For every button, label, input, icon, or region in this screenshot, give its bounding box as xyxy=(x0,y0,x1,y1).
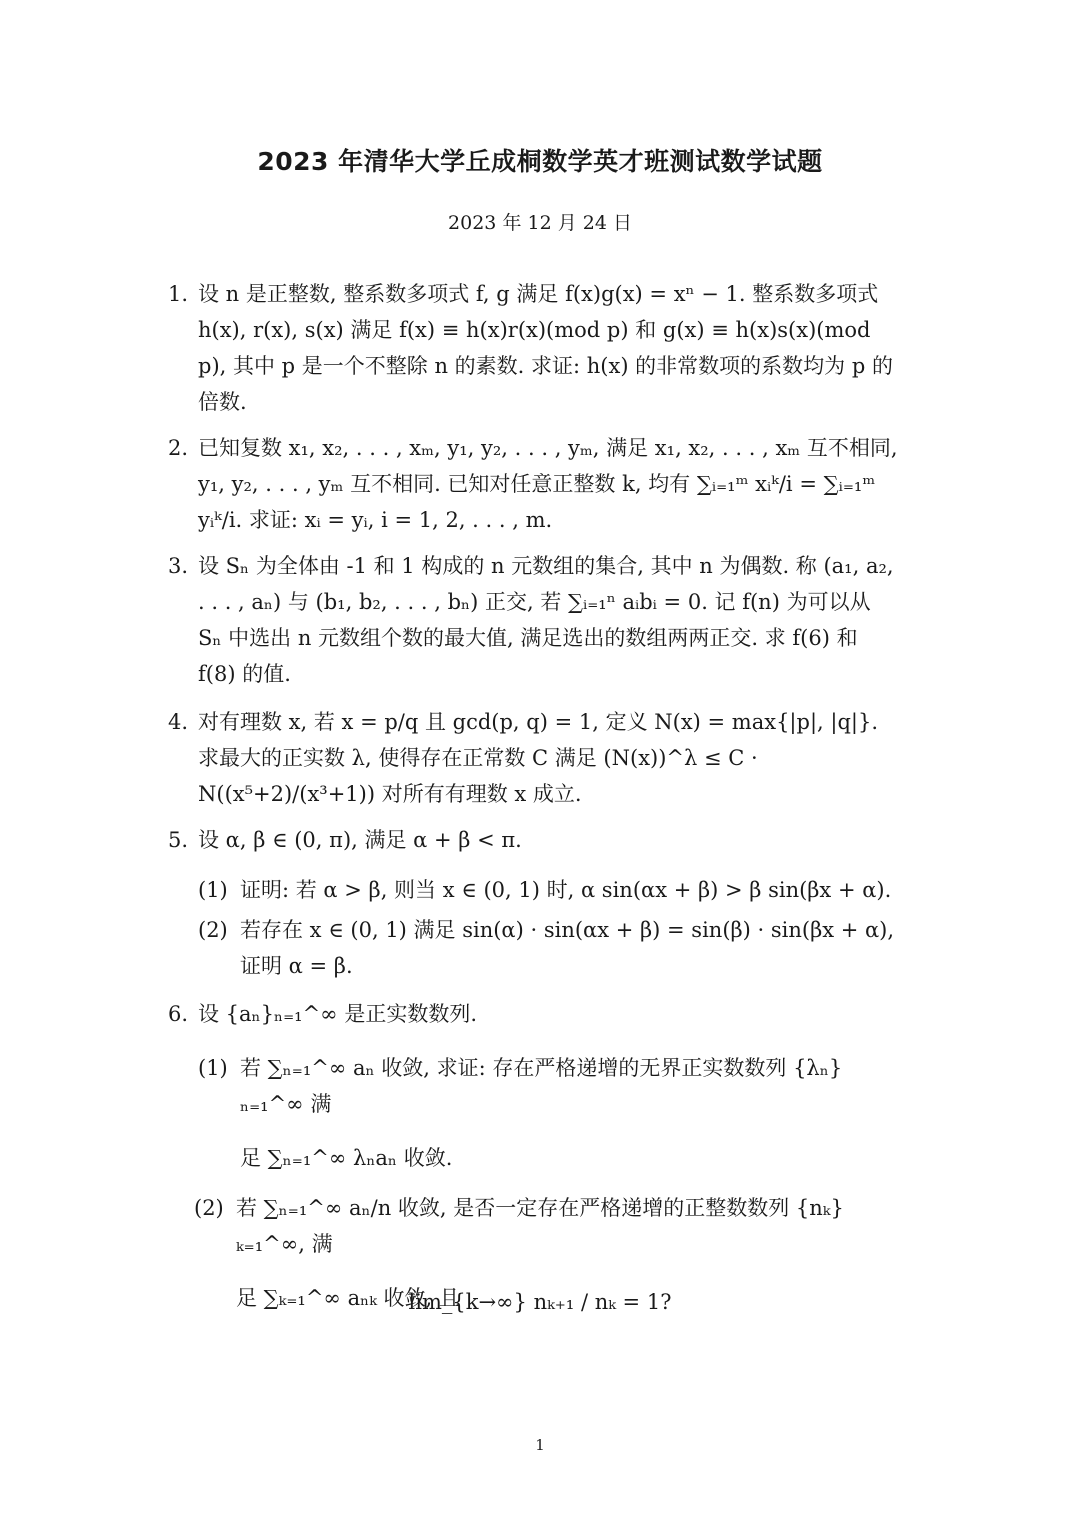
subpart-text: 若存在 x ∈ (0, 1) 满足 sin(α) · sin(αx + β) = sin(β) · sin(βx + α), 证明 α = β. xyxy=(240,918,895,978)
problem-number: 1. xyxy=(168,282,189,306)
problem-2 xyxy=(168,430,898,538)
limit-formula: lim_{k→∞} nₖ₊₁ / nₖ = 1? xyxy=(408,1290,672,1314)
subpart-text-line2: 足 ∑ₖ₌₁^∞ aₙₖ 收敛, 且 xyxy=(236,1286,460,1310)
subpart-text: 证明: 若 α > β, 则当 x ∈ (0, 1) 时, α sin(αx + β) > β sin(βx + α). xyxy=(240,878,892,902)
subpart-5-1 xyxy=(198,872,898,908)
subpart-6-1 xyxy=(198,1050,898,1176)
problem-text: 设 α, β ∈ (0, π), 满足 α + β < π. xyxy=(198,828,522,852)
subpart-number: (1) xyxy=(198,878,228,902)
problem-number: 6. xyxy=(168,1002,189,1026)
problem-1 xyxy=(168,276,898,420)
subpart-number: (2) xyxy=(194,1196,224,1220)
subpart-text-line1: 若 ∑ₙ₌₁^∞ aₙ/n 收敛, 是否一定存在严格递增的正整数数列 {nₖ}ₖ₌₁^∞, 满 xyxy=(236,1196,844,1256)
problem-number: 4. xyxy=(168,710,189,734)
page-number: 1 xyxy=(535,1436,545,1454)
problem-number: 5. xyxy=(168,828,189,852)
problem-6 xyxy=(168,996,898,1032)
page-date: 2023 年 12 月 24 日 xyxy=(448,212,632,234)
problem-4 xyxy=(168,704,898,812)
problem-text: 设 n 是正整数, 整系数多项式 f, g 满足 f(x)g(x) = xⁿ − 1. 整系数多项式 h(x), r(x), s(x) 满足 f(x) ≡ h(x)r(x)(mod p) 和 g(x) ≡ h(x)s(x)(mod p), 其中 p 是一个不整除 n 的素数. 求证: h(x) 的非常数项的系数均为 p 的倍数. xyxy=(198,282,893,414)
problem-text: 对有理数 x, 若 x = p/q 且 gcd(p, q) = 1, 定义 N(x) = max{|p|, |q|}. 求最大的正实数 λ, 使得存在正常数 C 满足 (N(x))^λ ≤ C · N((x⁵+2)/(x³+1)) 对所有有理数 x 成立. xyxy=(198,710,879,806)
problem-text: 设 Sₙ 为全体由 -1 和 1 构成的 n 元数组的集合, 其中 n 为偶数. 称 (a₁, a₂, . . . , aₙ) 与 (b₁, b₂, . . . , bₙ) 正交, 若 ∑ᵢ₌₁ⁿ aᵢbᵢ = 0. 记 f(n) 为可以从 Sₙ 中选出 n 元数组个数的最大值, 满足选出的数组两两正交. 求 f(6) 和 f(8) 的值. xyxy=(198,554,894,686)
problem-text: 设 {aₙ}ₙ₌₁^∞ 是正实数数列. xyxy=(198,1002,478,1026)
subpart-5-2 xyxy=(198,912,898,984)
subpart-number: (2) xyxy=(198,918,228,942)
problem-number: 2. xyxy=(168,436,189,460)
page-title: 2023 年清华大学丘成桐数学英才班测试数学试题 xyxy=(257,147,823,176)
problem-3 xyxy=(168,548,898,692)
problem-text: 已知复数 x₁, x₂, . . . , xₘ, y₁, y₂, . . . , yₘ, 满足 x₁, x₂, . . . , xₘ 互不相同, y₁, y₂, . . . , yₘ 互不相同. 已知对任意正整数 k, 均有 ∑ᵢ₌₁ᵐ xᵢᵏ/i = ∑ᵢ₌₁ᵐ yᵢᵏ/i. 求证: xᵢ = yᵢ, i = 1, 2, . . . , m. xyxy=(198,436,898,532)
subpart-text-line2: 足 ∑ₙ₌₁^∞ λₙaₙ 收敛. xyxy=(240,1146,453,1170)
subpart-text-line1: 若 ∑ₙ₌₁^∞ aₙ 收敛, 求证: 存在严格递增的无界正实数数列 {λₙ}ₙ₌₁^∞ 满 xyxy=(240,1056,843,1116)
problem-number: 3. xyxy=(168,554,189,578)
subpart-number: (1) xyxy=(198,1056,228,1080)
problem-5 xyxy=(168,822,898,858)
